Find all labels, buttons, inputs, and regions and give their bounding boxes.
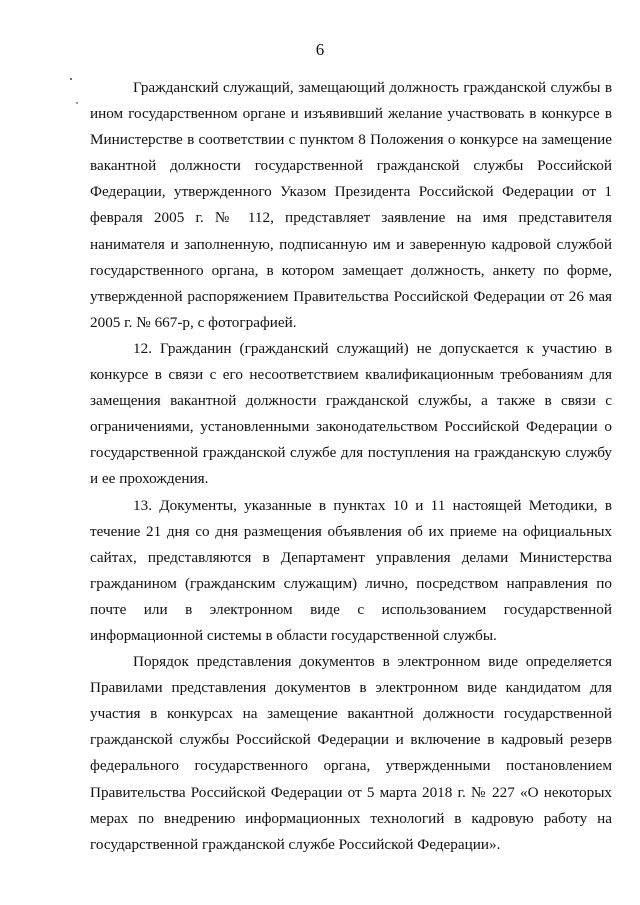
scan-artifact <box>76 102 78 104</box>
paragraph-13-document-submission: 13. Документы, указанные в пунктах 10 и 11 настоящей Методики, в течение 21 дня со дня размещения объявления об их приеме на официальных сайтах, представляются в Департамент управления делами Министерства гражданином (гражданским служащим) лично, посредством направления по почте или в электронном виде с использованием государственной информационной системы в области государственной службы. <box>90 496 612 644</box>
paragraph-civil-servant-application: Гражданский служащий, замещающий должность гражданской службы в ином государственном органе и изъявивший желание участвовать в конкурсе в Министерстве в соответствии с пунктом 8 Положения о конкурсе на замещение вакантной должности государственной гражданской службы Российской Федерации, утвержденного Указом Президента Российской Федерации от 1 февраля 2005 г. № 112, представляет заявление на имя представителя нанимателя и заполненную, подписанную им и заверенную кадровой службой государственного органа, в котором замещает должность, анкету по форме, утвержденной распоряжением Правительства Российской Федерации от 26 мая 2005 г. № 667-р, с фотографией. <box>90 79 612 331</box>
scan-artifact <box>70 78 72 80</box>
paragraph-electronic-submission-procedure: Порядок представления документов в электронном виде определяется Правилами представления документов в электронном виде кандидатом для участия в конкурсах на замещение вакантной должности государственной гражданской службы Российской Федерации и включение в кадровый резерв федерального государственного органа, утвержденными постановлением Правительства Российской Федерации от 5 марта 2018 г. № 227 «О некоторых мерах по внедрению информационных технологий в кадровую работу на государственной гражданской службе Российской Федерации». <box>90 653 612 853</box>
paragraph-12-admission-restrictions: 12. Гражданин (гражданский служащий) не допускается к участию в конкурсе в связи с его несоответствием квалификационным требованиям для замещения вакантной должности гражданской службы, а также в связи с ограничениями, установленными законодательством Российской Федерации о государственной гражданской службе для поступления на гражданскую службу и ее прохождения. <box>90 339 612 488</box>
document-body <box>90 75 612 858</box>
page-number: 6 <box>315 40 325 59</box>
